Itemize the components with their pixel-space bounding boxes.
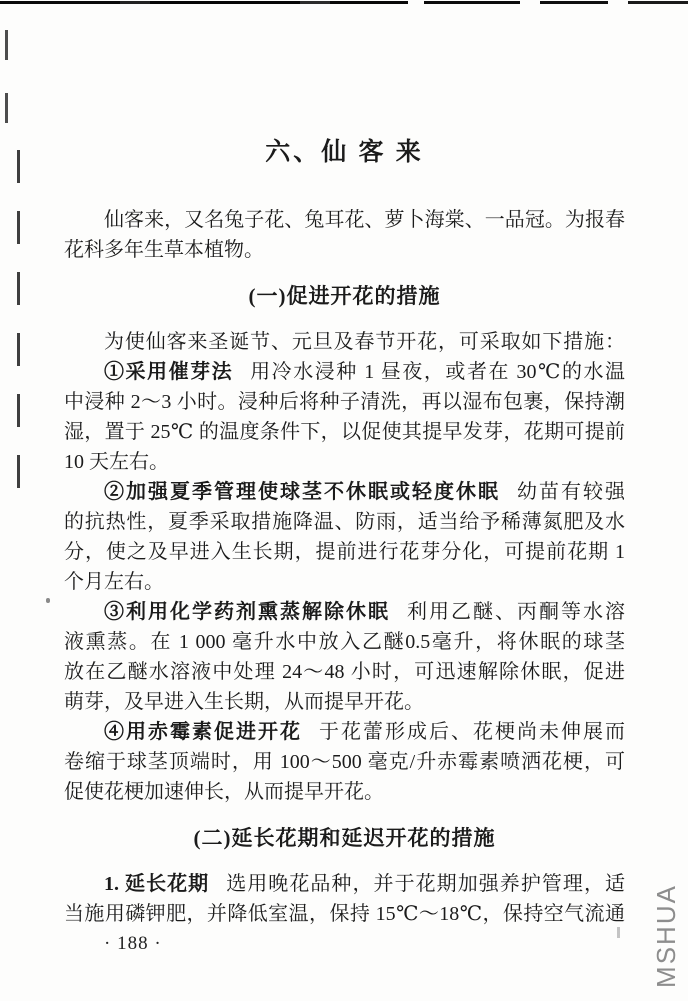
scan-edge-line [0,0,688,5]
text-run: 幼苗有较强 [517,481,625,503]
text-line [64,357,625,387]
section-heading: (一)促进开花的措施 [248,284,441,308]
item-label: ①采用催芽法 [104,361,234,383]
text-line: 仙客来，又名兔子花、兔耳花、萝卜海棠、一品冠。为报春 [104,209,625,231]
text-line [64,717,625,747]
text-line: 10 天左右。 [64,451,169,473]
text-line [64,597,625,627]
watermark-text: MSHUA [651,884,681,988]
text-line: 当施用磷钾肥，并降低室温，保持 15℃～18℃，保持空气流通 [64,903,625,925]
text-line: 放在乙醚水溶液中处理 24～48 小时，可迅速解除休眠，促进 [64,661,625,683]
text-line: 为使仙客来圣诞节、元旦及春节开花，可采取如下措施： [104,331,625,353]
text-run: 选用晚花品种，并于花期加强养护管理，适 [226,873,625,895]
item-label: ②加强夏季管理使球茎不休眠或轻度休眠 [104,481,500,503]
text-line: 中浸种 2～3 小时。浸种后将种子清洗，再以湿布包裹，保持潮 [64,391,625,413]
scan-speck [46,598,50,603]
text-line: 花科多年生草本植物。 [64,239,264,261]
page-number: · 188 · [104,933,162,954]
scan-dash-artifacts [17,150,20,502]
text-run: 用冷水浸种 1 昼夜，或者在 30℃的水温 [250,361,625,383]
text-block [64,140,625,959]
text-line: 湿，置于 25℃ 的温度条件下，以促使其提早发芽，花期可提前 [64,421,625,443]
page-title: 六、仙 客 来 [265,139,424,166]
text-line: 卷缩于球茎顶端时，用 100～500 毫克/升赤霉素喷洒花梗，可 [64,751,625,773]
text-line [64,869,625,899]
text-line: 液熏蒸。在 1 000 毫升水中放入乙醚0.5毫升，将休眠的球茎 [64,631,625,653]
item-label: ③利用化学药剂熏蒸解除休眠 [104,601,390,623]
text-line [64,477,625,507]
text-line: 萌芽，及早进入生长期，从而提早开花。 [64,691,424,713]
text-line: 促使花梗加速伸长，从而提早开花。 [64,781,384,803]
text-line: 分，使之及早进入生长期，提前进行花芽分化，可提前花期 1 [64,541,625,563]
item-label: 1. 延长花期 [104,873,210,895]
text-line: 个月左右。 [64,571,164,593]
item-label: ④用赤霉素促进开花 [104,721,302,743]
text-run: 于花蕾形成后、花梗尚未伸展而 [319,721,625,743]
text-run: 利用乙醚、丙酮等水溶 [407,601,625,623]
section-heading: (二)延长花期和延迟开花的措施 [193,826,496,850]
scan-dash-artifacts [5,30,8,125]
text-line: 的抗热性，夏季采取措施降温、防雨，适当给予稀薄氮肥及水 [64,511,625,533]
